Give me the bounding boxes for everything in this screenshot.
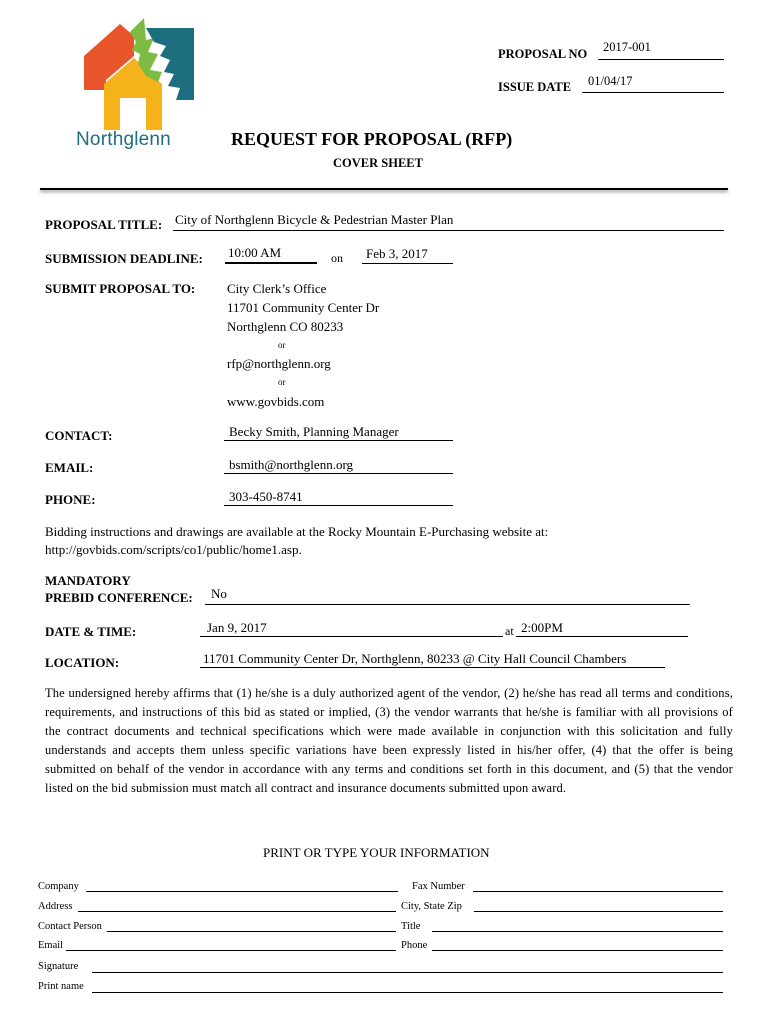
contact-person-field[interactable] (107, 931, 396, 932)
email-underline (224, 473, 453, 474)
contact-value[interactable]: Becky Smith, Planning Manager (229, 424, 399, 439)
print-name-label: Print name (38, 981, 84, 992)
location-label: LOCATION: (45, 655, 120, 670)
prebid-time-value[interactable]: 2:00PM (521, 620, 563, 635)
contact-person-label: Contact Person (38, 921, 102, 932)
info-phone-label: Phone (401, 940, 428, 951)
bidding-url[interactable]: http://govbids.com/scripts/co1/public/home1.asp. (45, 542, 302, 557)
phone-label: PHONE: (45, 492, 96, 507)
date-time-label: DATE & TIME: (45, 624, 137, 639)
city-state-zip-label: City, State Zip (401, 901, 462, 912)
page-title: REQUEST FOR PROPOSAL (RFP) (231, 129, 513, 149)
email-value[interactable]: bsmith@northglenn.org (229, 457, 354, 472)
deadline-time-value[interactable]: 10:00 AM (228, 245, 282, 260)
header-divider (40, 188, 728, 190)
signature-label: Signature (38, 961, 79, 972)
deadline-time-underline (225, 262, 317, 264)
contact-underline (224, 440, 453, 441)
bidding-instructions: Bidding instructions and drawings are available at the Rocky Mountain E-Purchasing website at: (45, 524, 549, 539)
or-separator-1: or (278, 340, 286, 350)
title-field[interactable] (432, 931, 723, 932)
location-underline (200, 667, 665, 668)
info-email-label: Email (38, 940, 64, 951)
logo-wordmark: Northglenn (76, 129, 171, 150)
issue-date-value[interactable]: 01/04/17 (588, 74, 633, 88)
email-label: EMAIL: (45, 460, 94, 475)
prebid-date-underline (200, 636, 503, 637)
or-separator-2: or (278, 377, 286, 387)
info-email-field[interactable] (66, 950, 396, 951)
northglenn-logo (76, 18, 200, 153)
phone-underline (224, 505, 453, 506)
submit-email-value[interactable]: rfp@northglenn.org (227, 356, 331, 371)
info-heading: PRINT OR TYPE YOUR INFORMATION (263, 845, 490, 860)
fax-field[interactable] (473, 891, 723, 892)
issue-date-label: ISSUE DATE (498, 80, 572, 94)
proposal-no-label: PROPOSAL NO (498, 47, 588, 61)
deadline-on-label: on (331, 251, 343, 265)
submit-web-value[interactable]: www.govbids.com (227, 394, 325, 409)
location-value[interactable]: 11701 Community Center Dr, Northglenn, 80233 @ City Hall Council Chambers (203, 651, 627, 666)
company-label: Company (38, 881, 79, 892)
title-label: Title (401, 921, 421, 932)
prebid-date-value[interactable]: Jan 9, 2017 (207, 620, 267, 635)
proposal-no-value[interactable]: 2017-001 (603, 40, 651, 54)
page-subtitle: COVER SHEET (333, 156, 423, 170)
prebid-conference-label: PREBID CONFERENCE: (45, 590, 193, 605)
affirmation-paragraph: The undersigned hereby affirms that (1) he/she is a duly authorized agent of the vendor, (2) he/she has read all terms and conditions, requirements, and instructions of this bid as stated or implied, (3) the vendor warrants that he/she is familiar with all provisions of the contract documents and technical specifications which were made available in conjunction with this solicitation and fully understands and accepts them unless specific variations have been expressly listed in his/her offer, (4) that the offer is being submitted on behalf of the vendor in accordance with any terms and conditions set forth in this document, and (5) that the vendor listed on the bid submission must match all contract and insurance documents submitted upon award. (45, 686, 733, 795)
mandatory-label: MANDATORY (45, 573, 131, 588)
proposal-no-underline (598, 59, 724, 60)
prebid-value[interactable]: No (211, 586, 227, 601)
fax-label: Fax Number (412, 881, 465, 892)
at-label: at (505, 624, 514, 638)
prebid-underline (205, 604, 690, 605)
phone-value[interactable]: 303-450-8741 (229, 489, 303, 504)
submit-to-line-2: 11701 Community Center Dr (227, 300, 380, 315)
address-label: Address (38, 901, 73, 912)
submit-to-line-3: Northglenn CO 80233 (227, 319, 344, 334)
info-phone-field[interactable] (432, 950, 723, 951)
prebid-time-underline (516, 636, 688, 637)
deadline-date-value[interactable]: Feb 3, 2017 (366, 246, 428, 261)
submit-to-line-1: City Clerk’s Office (227, 281, 327, 296)
proposal-title-label: PROPOSAL TITLE: (45, 217, 163, 232)
submission-deadline-label: SUBMISSION DEADLINE: (45, 251, 203, 266)
print-name-field[interactable] (92, 992, 723, 993)
company-field[interactable] (86, 891, 398, 892)
contact-label: CONTACT: (45, 428, 113, 443)
proposal-title-underline (173, 230, 724, 231)
proposal-title-value[interactable]: City of Northglenn Bicycle & Pedestrian Master Plan (175, 212, 454, 227)
signature-field[interactable] (92, 972, 723, 973)
address-field[interactable] (78, 911, 396, 912)
submit-to-label: SUBMIT PROPOSAL TO: (45, 281, 196, 296)
deadline-date-underline (362, 263, 453, 264)
issue-date-underline (582, 92, 724, 93)
house-tree-logo-icon (76, 18, 200, 130)
city-state-zip-field[interactable] (474, 911, 723, 912)
